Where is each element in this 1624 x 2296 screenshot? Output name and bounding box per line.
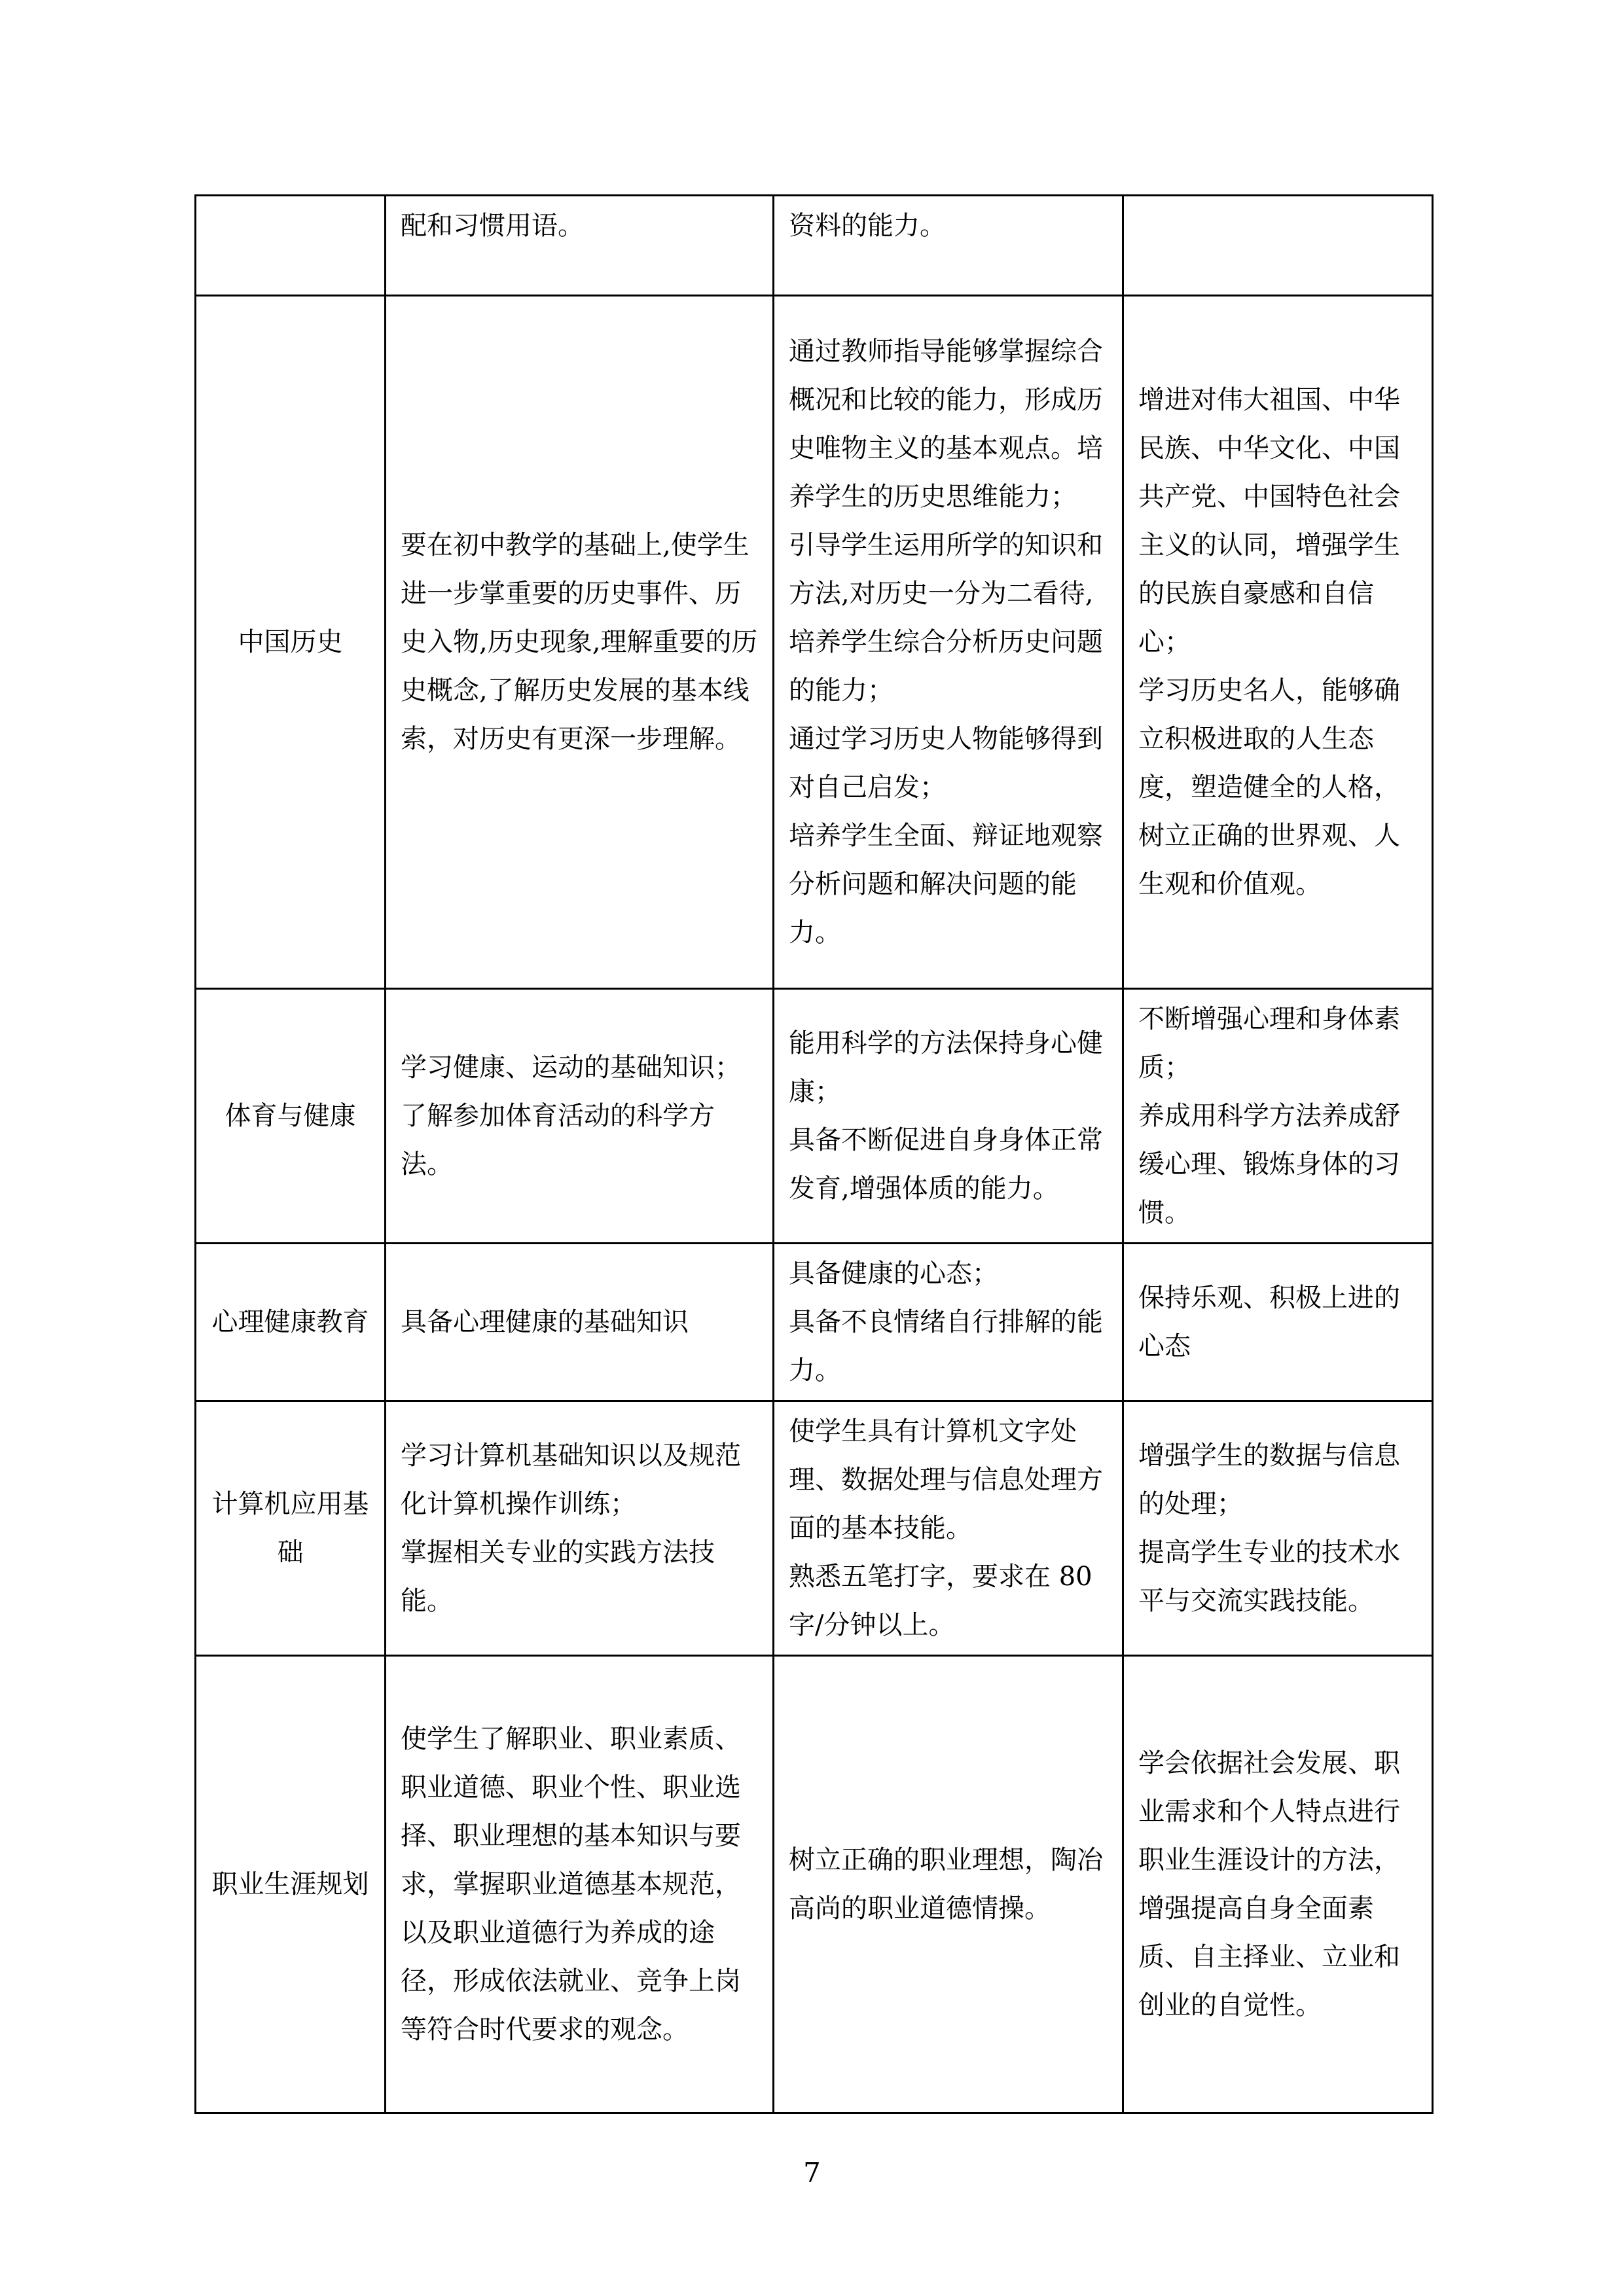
knowledge-text: 学习健康、运动的基础知识；了解参加体育活动的科学方法。 — [401, 1052, 741, 1179]
ability-cell — [774, 1244, 1123, 1401]
knowledge-cell — [386, 989, 774, 1244]
table-row — [196, 196, 1433, 296]
ability-text: 培养学生全面、辩证地观察分析问题和解决问题的能力。 — [789, 821, 1103, 948]
table-row — [196, 296, 1433, 989]
ability-cell — [774, 1656, 1123, 2113]
knowledge-cell — [386, 1401, 774, 1656]
ability-text: 树立正确的职业理想，陶冶高尚的职业道德情操。 — [789, 1845, 1103, 1924]
subject-cell: 计算机应用基础 — [196, 1401, 386, 1656]
table-row — [196, 1401, 1433, 1656]
table-row — [196, 989, 1433, 1244]
quality-cell — [1123, 1656, 1433, 2113]
ability-text: 引导学生运用所学的知识和方法,对历史一分为二看待,培养学生综合分析历史问题的能力； — [789, 530, 1103, 706]
knowledge-text: 掌握相关专业的实践方法技能。 — [401, 1537, 715, 1616]
ability-text: 具备不断促进自身身体正常发育,增强体质的能力。 — [789, 1125, 1103, 1204]
knowledge-text: 使学生了解职业、职业素质、职业道德、职业个性、职业选择、职业理想的基本知识与要求，掌握职业道德基本规范，以及职业道德行为养成的途径，形成依法就业、竞争上岗等符合时代要求的观念。 — [401, 1724, 741, 2045]
subject-cell: 职业生涯规划 — [196, 1656, 386, 2113]
knowledge-cell — [386, 1244, 774, 1401]
ability-text: 具备不良情绪自行排解的能力。 — [789, 1307, 1103, 1386]
ability-cell — [774, 1401, 1123, 1656]
quality-text: 增进对伟大祖国、中华民族、中华文化、中国共产党、中国特色社会主义的认同，增强学生的民族自豪感和自信心； — [1138, 385, 1400, 657]
ability-text: 使学生具有计算机文字处理、数据处理与信息处理方面的基本技能。 — [789, 1416, 1103, 1543]
ability-text: 通过学习历史人物能够得到对自己启发； — [789, 724, 1103, 802]
ability-cell — [774, 989, 1123, 1244]
table-row — [196, 1244, 1433, 1401]
curriculum-table — [194, 194, 1434, 2114]
ability-text: 具备健康的心态； — [789, 1259, 998, 1289]
page-number: 7 — [803, 2157, 821, 2189]
quality-text: 提高学生专业的技术水平与交流实践技能。 — [1138, 1537, 1400, 1616]
subject-cell: 中国历史 — [196, 296, 386, 989]
quality-cell — [1123, 989, 1433, 1244]
knowledge-text: 学习计算机基础知识以及规范化计算机操作训练； — [401, 1441, 741, 1519]
knowledge-text: 具备心理健康的基础知识 — [401, 1307, 689, 1337]
knowledge-cell — [386, 196, 774, 296]
quality-text: 增强学生的数据与信息的处理； — [1138, 1441, 1400, 1519]
knowledge-cell — [386, 1656, 774, 2113]
table-row — [196, 1656, 1433, 2113]
quality-text: 不断增强心理和身体素质； — [1138, 1004, 1400, 1083]
ability-cell — [774, 296, 1123, 989]
quality-text: 保持乐观、积极上进的心态 — [1138, 1283, 1400, 1361]
knowledge-text: 配和习惯用语。 — [401, 211, 584, 241]
subject-cell — [196, 196, 386, 296]
ability-text: 能用科学的方法保持身心健康； — [789, 1028, 1103, 1107]
ability-cell — [774, 196, 1123, 296]
subject-cell: 心理健康教育 — [196, 1244, 386, 1401]
quality-text: 养成用科学方法养成舒缓心理、锻炼身体的习惯。 — [1138, 1101, 1400, 1228]
knowledge-text: 要在初中教学的基础上,使学生进一步掌重要的历史事件、历史入物,历史现象,理解重要的历史概念,了解历史发展的基本线索，对历史有更深一步理解。 — [401, 530, 758, 754]
ability-text: 熟悉五笔打字，要求在 80 字/分钟以上。 — [789, 1562, 1092, 1640]
ability-text: 通过教师指导能够掌握综合概况和比较的能力，形成历史唯物主义的基本观点。培养学生的历史思维能力； — [789, 336, 1103, 512]
quality-text: 学习历史名人，能够确立积极进取的人生态度，塑造健全的人格，树立正确的世界观、人生观和价值观。 — [1138, 675, 1400, 899]
subject-cell: 体育与健康 — [196, 989, 386, 1244]
quality-cell — [1123, 296, 1433, 989]
quality-cell — [1123, 1244, 1433, 1401]
quality-cell — [1123, 1401, 1433, 1656]
ability-text: 资料的能力。 — [789, 211, 946, 241]
quality-cell — [1123, 196, 1433, 296]
knowledge-cell — [386, 296, 774, 989]
quality-text: 学会依据社会发展、职业需求和个人特点进行职业生涯设计的方法，增强提高自身全面素质、自主择业、立业和创业的自觉性。 — [1138, 1748, 1400, 2020]
